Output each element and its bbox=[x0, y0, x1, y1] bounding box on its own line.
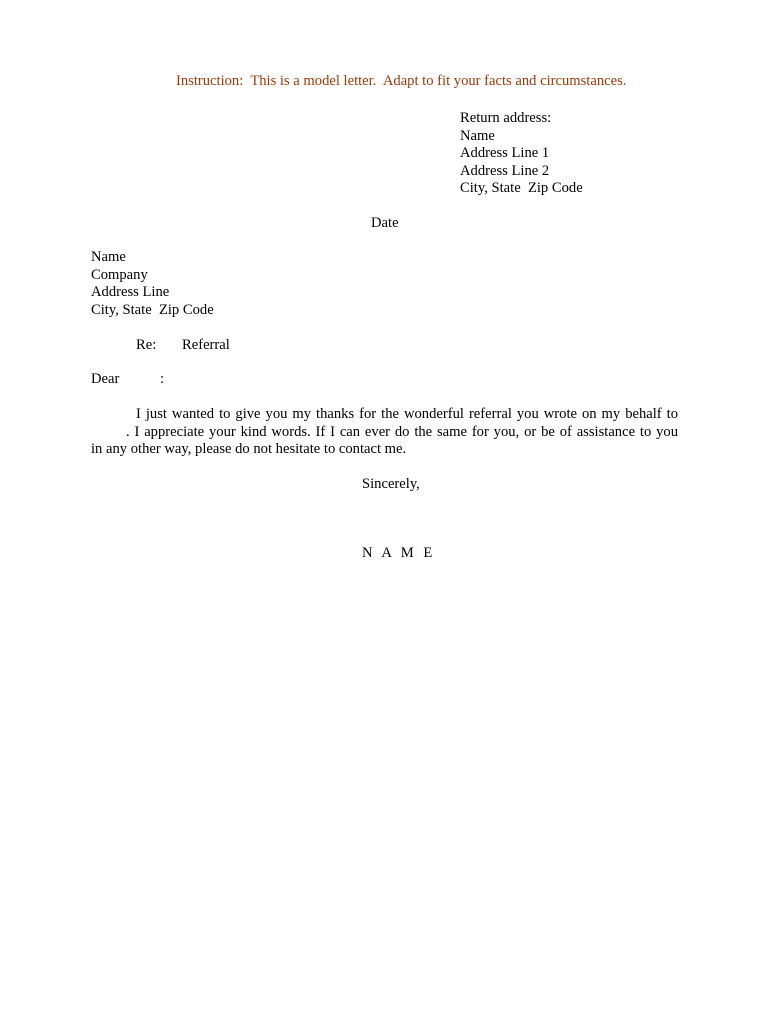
closing: Sincerely, bbox=[362, 476, 420, 492]
return-address-line-1: Address Line 1 bbox=[460, 145, 550, 161]
recipient-city-state-zip: City, State Zip Code bbox=[91, 301, 214, 318]
return-address-line-2: Address Line 2 bbox=[460, 162, 550, 179]
recipient-company: Company bbox=[91, 266, 148, 283]
instruction-note: Instruction: This is a model letter. Adapt to fit your facts and circumstances. bbox=[176, 73, 627, 89]
recipient-address-line: Address Line bbox=[91, 284, 170, 300]
body-line-3: in any other way, please do not hesitate to contact me. bbox=[91, 441, 407, 457]
return-address-heading: Return address: bbox=[460, 110, 552, 126]
signature-name: N A M E bbox=[362, 545, 436, 561]
body-line-1: I just wanted to give you my thanks for the wonderful referral you wrote on my behalf to bbox=[136, 406, 678, 422]
recipient-address-block bbox=[91, 249, 214, 319]
salutation-colon: : bbox=[160, 371, 165, 387]
return-address-city-state-zip: City, State Zip Code bbox=[460, 180, 583, 196]
recipient-name: Name bbox=[91, 249, 126, 265]
letter-body bbox=[91, 406, 678, 459]
salutation-label: Dear bbox=[91, 371, 120, 387]
body-line-2: . I appreciate your kind words. If I can ever do the same for you, or be of assistance to you bbox=[126, 423, 678, 440]
subject-label: Re: bbox=[136, 337, 157, 353]
return-address-name: Name bbox=[460, 127, 495, 144]
letter-date: Date bbox=[371, 215, 399, 231]
return-address-block bbox=[460, 110, 583, 198]
subject-value: Referral bbox=[182, 337, 230, 353]
